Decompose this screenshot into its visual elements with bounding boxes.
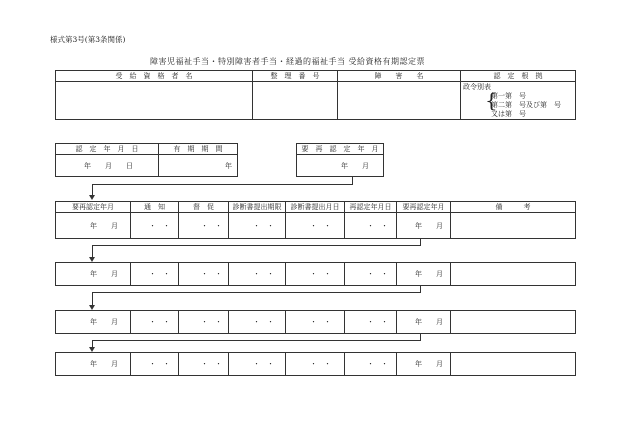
- cell-value: ・ ・: [149, 222, 170, 230]
- connector-line: [92, 245, 421, 246]
- valid-period-value: 年: [225, 162, 232, 170]
- table-cell[interactable]: [344, 352, 397, 376]
- recert-box: [296, 143, 384, 177]
- header-certification-basis-label: 認 定 根 拠: [493, 71, 543, 80]
- cell-value: 年 月: [90, 222, 118, 230]
- connector-line: [92, 245, 93, 257]
- cell-value: ・ ・: [253, 222, 274, 230]
- cell-value: ・ ・: [310, 360, 331, 368]
- valid-period-cell[interactable]: [158, 154, 238, 177]
- bracket: {: [485, 88, 498, 112]
- header-recert-month-label: 要 再 認 定 年 月: [301, 144, 379, 153]
- connector-line: [352, 177, 353, 184]
- table-cell[interactable]: [450, 262, 576, 286]
- header-recipient-name-label: 受 給 資 格 者 名: [115, 71, 193, 80]
- disability-name-cell[interactable]: [337, 81, 461, 120]
- table-cell[interactable]: [450, 352, 576, 376]
- cell-value: 年 月: [90, 318, 118, 326]
- table-cell[interactable]: [55, 352, 131, 376]
- table-cell[interactable]: [178, 310, 229, 334]
- form-title: 障害児福祉手当・特別障害者手当・経過的福祉手当 受給資格有期認定票: [150, 57, 426, 66]
- connector-line: [92, 184, 93, 195]
- table-cell[interactable]: [285, 262, 345, 286]
- cell-value: ・ ・: [201, 318, 222, 326]
- connector-line: [92, 184, 353, 185]
- top-table: [55, 70, 576, 120]
- header-label: 再認定年月日: [349, 202, 392, 211]
- cell-value: 年 月: [415, 360, 443, 368]
- cell-value: ・ ・: [253, 318, 274, 326]
- connector-line: [92, 340, 93, 347]
- basis-line: 又は第 号: [491, 110, 526, 118]
- cell-value: ・ ・: [201, 222, 222, 230]
- basis-line: 第一第 号: [491, 92, 526, 100]
- connector-line: [92, 292, 421, 293]
- table-cell[interactable]: [228, 262, 286, 286]
- arrow-down-icon: [89, 195, 95, 200]
- cell-value: ・ ・: [149, 360, 170, 368]
- form-number: 様式第3号(第3条関係): [50, 35, 126, 44]
- table-cell[interactable]: [130, 352, 179, 376]
- table-cell[interactable]: [228, 352, 286, 376]
- table-cell[interactable]: [285, 212, 345, 239]
- header-label: 要再認定年月: [402, 202, 445, 211]
- cell-value: ・ ・: [149, 270, 170, 278]
- header-disability-name-label: 障 害 名: [374, 71, 424, 80]
- cell-value: 年 月: [90, 360, 118, 368]
- header-label: 備 考: [495, 202, 531, 211]
- header-label: 督 促: [193, 202, 214, 211]
- connector-line: [92, 292, 93, 305]
- cert-date-value: 年 月 日: [84, 162, 133, 170]
- cell-value: 年 月: [90, 270, 118, 278]
- cell-value: ・ ・: [310, 318, 331, 326]
- certification-basis-cell[interactable]: [460, 81, 576, 120]
- table-cell[interactable]: [344, 262, 397, 286]
- header-label: 診断書提出期限: [232, 202, 282, 211]
- cell-value: ・ ・: [367, 360, 388, 368]
- certification-box: [55, 143, 238, 177]
- table-cell[interactable]: [228, 212, 286, 239]
- table-cell[interactable]: [396, 262, 451, 286]
- table-row: [55, 212, 576, 239]
- header-valid-period-label: 有 期 期 間: [173, 144, 223, 153]
- table-cell[interactable]: [55, 310, 131, 334]
- table-cell[interactable]: [178, 352, 229, 376]
- cell-value: ・ ・: [149, 318, 170, 326]
- table-cell[interactable]: [396, 310, 451, 334]
- table-cell[interactable]: [55, 212, 131, 239]
- basis-line: 政令別表: [463, 83, 491, 91]
- recert-month-value: 年 月: [341, 162, 369, 170]
- cert-date-cell[interactable]: [55, 154, 159, 177]
- connector-line: [92, 340, 421, 341]
- table-cell[interactable]: [285, 310, 345, 334]
- table-cell[interactable]: [450, 310, 576, 334]
- cell-value: ・ ・: [310, 222, 331, 230]
- table-cell[interactable]: [285, 352, 345, 376]
- table-cell[interactable]: [228, 310, 286, 334]
- cell-value: ・ ・: [201, 360, 222, 368]
- header-reference-number-label: 整 理 番 号: [270, 71, 320, 80]
- header-cert-date-label: 認 定 年 月 日: [75, 144, 139, 153]
- recipient-name-cell[interactable]: [55, 81, 253, 120]
- table-cell[interactable]: [396, 212, 451, 239]
- cell-value: 年 月: [415, 222, 443, 230]
- cell-value: ・ ・: [367, 270, 388, 278]
- table-cell[interactable]: [344, 212, 397, 239]
- header-label: 診断書提出月日: [290, 202, 340, 211]
- cell-value: ・ ・: [253, 270, 274, 278]
- cell-value: ・ ・: [201, 270, 222, 278]
- recert-month-cell[interactable]: [296, 154, 384, 177]
- cell-value: 年 月: [415, 270, 443, 278]
- table-cell[interactable]: [130, 310, 179, 334]
- table-row: [55, 262, 576, 286]
- table-row: [55, 352, 576, 376]
- header-label: 要再認定年月: [72, 202, 114, 211]
- table-cell[interactable]: [344, 310, 397, 334]
- table-cell[interactable]: [178, 262, 229, 286]
- cell-value: ・ ・: [367, 318, 388, 326]
- table-cell[interactable]: [130, 212, 179, 239]
- cell-value: ・ ・: [253, 360, 274, 368]
- basis-line: 第二第 号及び第 号: [491, 101, 561, 109]
- cell-value: 年 月: [415, 318, 443, 326]
- cell-value: ・ ・: [310, 270, 331, 278]
- table-cell[interactable]: [178, 212, 229, 239]
- table-row: [55, 310, 576, 334]
- header-label: 通 知: [144, 202, 165, 211]
- table-cell[interactable]: [130, 262, 179, 286]
- table-cell[interactable]: [55, 262, 131, 286]
- reference-number-cell[interactable]: [252, 81, 338, 120]
- table-cell[interactable]: [450, 212, 576, 239]
- cell-value: ・ ・: [367, 222, 388, 230]
- table-cell[interactable]: [396, 352, 451, 376]
